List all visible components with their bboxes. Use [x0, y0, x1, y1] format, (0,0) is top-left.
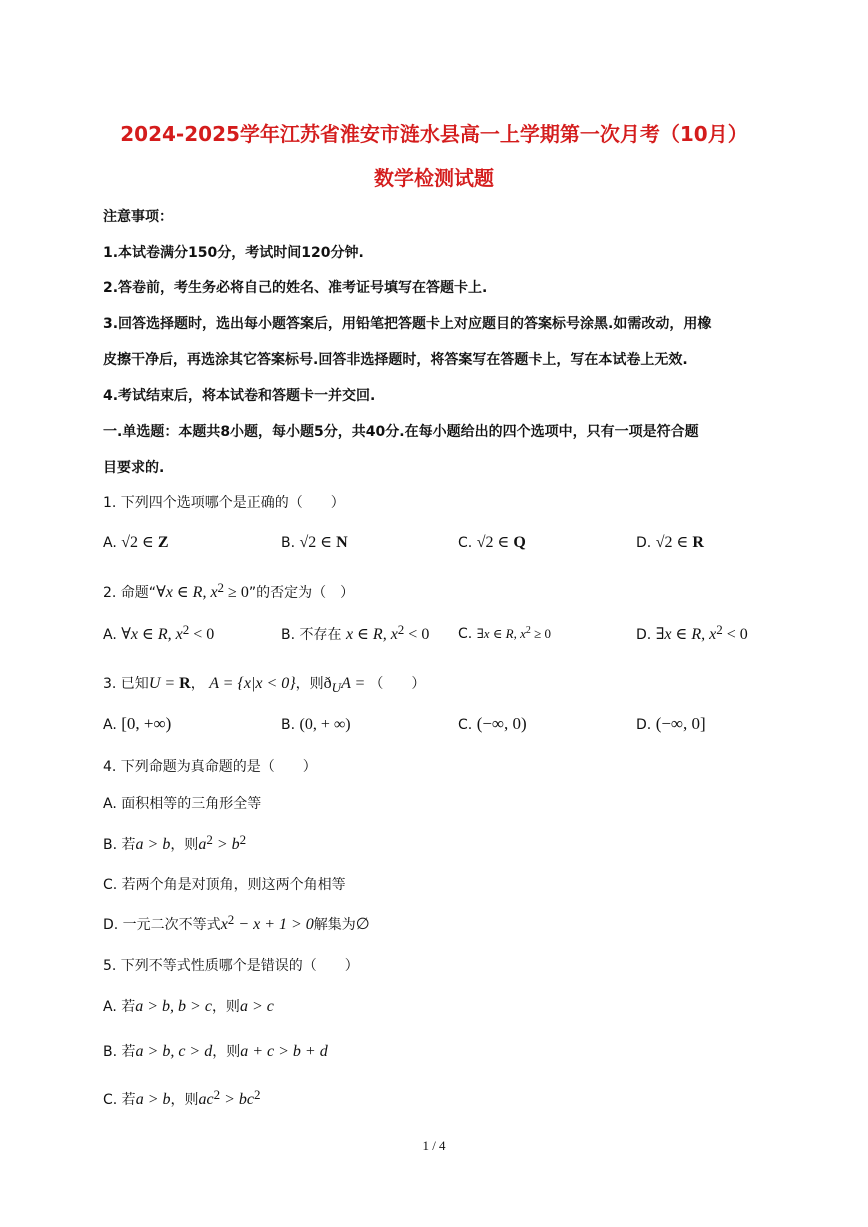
q2-a-label: A. — [103, 627, 117, 643]
q4-option-c: C. 若两个角是对顶角，则这两个角相等 — [103, 877, 346, 893]
q2-stem-post: ”的否定为（ ） — [248, 585, 355, 601]
q2-stem-sq: 2 — [217, 580, 225, 595]
q5-b-mid: ，则 — [212, 1044, 241, 1060]
q2-d-label: D. — [636, 627, 652, 643]
q1-a-math: √2 ∈ — [121, 534, 158, 551]
q5-a-mid: ，则 — [211, 999, 240, 1015]
q2-option-c — [458, 626, 551, 642]
q2-a-math: ∀x ∈ R, x — [121, 626, 183, 643]
q2-option-d — [636, 624, 748, 644]
q1-a-set: Z — [157, 534, 169, 551]
notice-item-4: 4.考试结束后，将本试卷和答题卡一并交回. — [103, 388, 376, 404]
q2-option-b — [281, 624, 429, 644]
q4-d-post: 解集为 — [313, 917, 356, 933]
q2-stem-pre: 2. 命题“ — [103, 585, 157, 601]
q1-option-a — [103, 532, 169, 552]
q5-option-a — [103, 996, 274, 1016]
q5-c-m2: ac — [198, 1091, 214, 1108]
q2-b-sq: 2 — [397, 622, 405, 637]
q4-option-d — [103, 914, 370, 934]
notice-item-1: 1.本试卷满分150分，考试时间120分钟. — [103, 245, 364, 261]
q4-d-pre: D. 一元二次不等式 — [103, 917, 221, 933]
q4-option-a: A. 面积相等的三角形全等 — [103, 796, 262, 812]
q2-c-math: ∃x ∈ R, x — [476, 626, 526, 641]
q5-option-b — [103, 1041, 328, 1061]
q3-a-label: A. — [103, 717, 117, 733]
q1-d-math: √2 ∈ — [655, 534, 693, 551]
section-heading-b: 目要求的. — [103, 460, 165, 476]
q3-comp: ð — [323, 675, 332, 692]
q2-stem — [103, 582, 354, 602]
q5-a-m1: a > b, b > c — [135, 998, 212, 1015]
q4-stem: 4. 下列命题为真命题的是（ ） — [103, 759, 317, 775]
q2-stem-math2: ≥ 0 — [224, 584, 249, 601]
q4-b-sq2: 2 — [239, 832, 247, 847]
q5-a-m2: a > c — [239, 998, 274, 1015]
q3-comp-tail: A = — [341, 675, 370, 692]
q2-c-label: C. — [458, 626, 473, 642]
q4-b-mid: ，则 — [170, 837, 199, 853]
q5-c-sq2: 2 — [254, 1087, 261, 1102]
q1-b-label: B. — [281, 535, 296, 551]
q3-u-set: R — [179, 675, 191, 692]
paper-title: 2024-2025学年江苏省淮安市涟水县高一上学期第一次月考（10月） — [120, 122, 748, 146]
q4-b-pre: B. 若 — [103, 837, 136, 853]
notice-item-3b: 皮擦干净后，再选涂其它答案标号.回答非选择题时，将答案写在答题卡上，写在本试卷上无效. — [103, 352, 688, 368]
notice-item-2: 2.答卷前，考生务必将自己的姓名、准考证号填写在答题卡上. — [103, 280, 488, 296]
q5-b-pre: B. 若 — [103, 1044, 136, 1060]
q2-stem-math: ∀x ∈ R, x — [156, 584, 218, 601]
q3-comp-sub: U — [331, 680, 342, 695]
page-number: 1 / 4 — [422, 1138, 446, 1153]
q3-option-a — [103, 714, 171, 734]
notice-item-3a: 3.回答选择题时，选出每小题答案后，用铅笔把答题卡上对应题目的答案标号涂黑.如需改动，用橡 — [103, 316, 712, 332]
q5-c-sq1: 2 — [213, 1087, 221, 1102]
q4-d-sq: 2 — [227, 912, 235, 927]
q5-a-pre: A. 若 — [103, 999, 136, 1015]
q2-d-sq: 2 — [716, 622, 723, 637]
q2-c-sq: 2 — [525, 625, 531, 636]
q3-option-b — [281, 716, 351, 734]
q3-d-label: D. — [636, 717, 652, 733]
q1-c-label: C. — [458, 535, 473, 551]
q2-a-sq: 2 — [182, 622, 190, 637]
q4-b-sq1: 2 — [206, 832, 213, 847]
q3-u: U = — [148, 675, 180, 692]
q5-option-c — [103, 1089, 261, 1109]
q1-option-d — [636, 532, 704, 552]
q4-b-m3: > b — [212, 836, 240, 853]
q1-option-c — [458, 532, 526, 552]
notice-heading: 注意事项： — [103, 209, 173, 225]
q1-a-label: A. — [103, 535, 117, 551]
q3-b-label: B. — [281, 717, 296, 733]
q1-stem: 1. 下列四个选项哪个是正确的（ ） — [103, 495, 345, 511]
q3-a-set: A = {x|x < 0} — [209, 675, 296, 692]
q2-c-tail: ≥ 0 — [530, 626, 551, 641]
q5-c-pre: C. 若 — [103, 1092, 136, 1108]
q4-d-m2: − x + 1 > 0 — [234, 916, 314, 933]
q5-stem: 5. 下列不等式性质哪个是错误的（ ） — [103, 958, 359, 974]
q1-option-b — [281, 532, 348, 552]
q4-d-m1: x — [220, 916, 228, 933]
q1-c-set: Q — [513, 534, 526, 551]
q3-c-label: C. — [458, 717, 473, 733]
q2-b-label: B. 不存在 — [281, 627, 342, 643]
q3-comma: ， — [190, 676, 205, 692]
q3-stem-pre: 3. 已知 — [103, 676, 149, 692]
q1-d-set: R — [692, 534, 704, 551]
q2-d-math: ∃x ∈ R, x — [655, 626, 717, 643]
q1-b-math: √2 ∈ — [299, 534, 337, 551]
q5-c-m1: a > b — [135, 1091, 171, 1108]
q3-then: ，则 — [295, 676, 324, 692]
q5-b-m1: a > b, c > d — [135, 1043, 213, 1060]
q3-option-d — [636, 714, 706, 734]
q4-d-empty: ∅ — [355, 916, 370, 933]
q2-a-tail: < 0 — [189, 626, 215, 643]
q3-paren: （ ） — [369, 676, 426, 692]
q3-d-val: (−∞, 0] — [655, 714, 706, 733]
q4-b-m2: a — [198, 836, 207, 853]
q2-b-tail: < 0 — [404, 626, 430, 643]
q5-c-mid: ，则 — [170, 1092, 199, 1108]
q1-c-math: √2 ∈ — [476, 534, 514, 551]
q2-b-math: x ∈ R, x — [345, 626, 398, 643]
q4-option-b — [103, 834, 246, 854]
q3-c-val: (−∞, 0) — [476, 714, 527, 733]
q4-b-m1: a > b — [135, 836, 171, 853]
paper-subtitle: 数学检测试题 — [374, 166, 494, 190]
q5-c-m3: > bc — [220, 1091, 254, 1108]
q2-option-a — [103, 624, 214, 644]
q5-b-m2: a + c > b + d — [240, 1043, 328, 1060]
section-heading-a: 一.单选题：本题共8小题，每小题5分，共40分.在每小题给出的四个选项中，只有一项是符合题 — [103, 424, 699, 440]
q2-d-tail: < 0 — [722, 626, 748, 643]
q3-a-val: [0, +∞) — [121, 714, 172, 733]
q1-d-label: D. — [636, 535, 652, 551]
q3-stem — [103, 673, 425, 693]
q3-b-val: (0, + ∞) — [299, 716, 351, 733]
q3-option-c — [458, 714, 527, 734]
q1-b-set: N — [336, 534, 348, 551]
